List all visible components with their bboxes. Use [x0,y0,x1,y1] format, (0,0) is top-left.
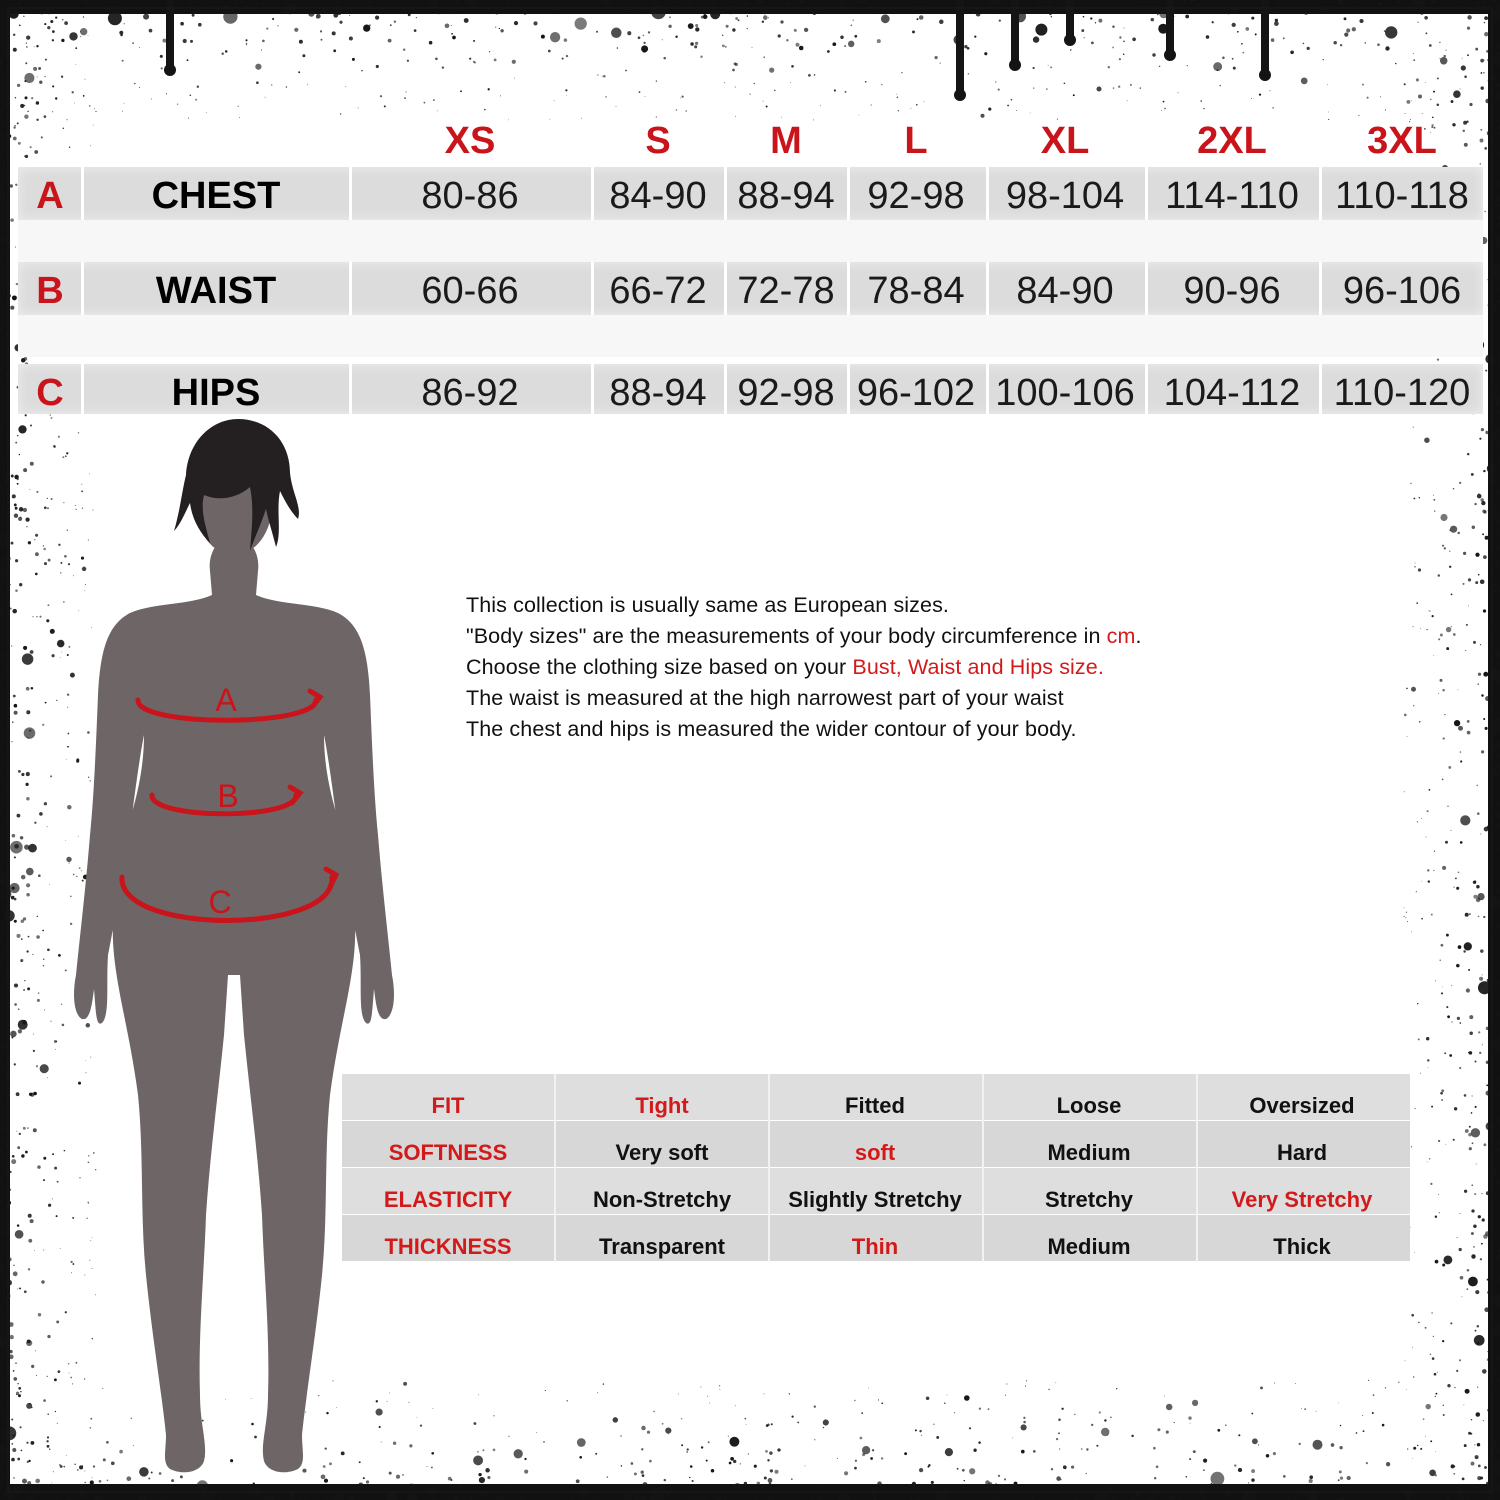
softness-option: Very soft [615,1140,709,1165]
hips-row [18,364,1483,414]
chest-s: 84-90 [609,175,707,217]
size-header-xl: XL [1040,120,1090,162]
marker-c: C [208,884,232,920]
size-header-m: M [770,120,802,162]
waist-label: WAIST [155,270,277,312]
size-header-2xl: 2XL [1197,120,1267,162]
softness-option: soft [854,1140,896,1165]
measurement-notes [466,590,1366,745]
hips-2xl: 104-112 [1163,372,1301,414]
chest-row [18,167,1483,220]
hips-letter: C [36,372,64,414]
waist-3xl: 96-106 [1342,270,1462,312]
row-spacer [18,220,1483,262]
hips-xl: 100-106 [995,372,1135,414]
marker-b: B [217,778,239,814]
body-silhouette-figure [40,415,440,1485]
body-silhouette [74,535,394,1472]
note-line-2: "Body sizes" are the measurements of your body circumference in cm. [466,624,1142,648]
note-line-1: This collection is usually same as European sizes. [466,593,949,617]
fit-row [342,1074,1410,1120]
hips-m: 92-98 [737,372,835,414]
size-header-row [18,120,1483,170]
chest-xl: 98-104 [1005,175,1125,217]
thickness-label: THICKNESS [384,1234,512,1259]
hips-s: 88-94 [609,372,707,414]
chest-m: 88-94 [737,175,835,217]
softness-option: Medium [1047,1140,1131,1165]
hips-l: 96-102 [856,372,976,414]
waist-l: 78-84 [867,270,965,312]
row-spacer [18,315,1483,357]
thickness-option: Medium [1047,1234,1131,1259]
chest-letter: A [36,175,64,217]
hips-label: HIPS [171,372,261,414]
thickness-option: Transparent [599,1234,725,1259]
elasticity-option: Non-Stretchy [592,1187,732,1212]
softness-row [342,1121,1410,1167]
size-header-s: S [645,120,671,162]
size-header-xs: XS [444,120,496,162]
softness-label: SOFTNESS [388,1140,508,1165]
softness-option: Hard [1276,1140,1328,1165]
hips-3xl: 110-120 [1333,372,1471,414]
fit-option: Fitted [845,1093,905,1118]
chest-l: 92-98 [867,175,965,217]
marker-a: A [215,682,237,718]
chest-2xl: 114-110 [1165,175,1299,217]
measure-highlight: Bust, Waist and Hips size. [852,655,1104,679]
waist-2xl: 90-96 [1183,270,1281,312]
waist-xl: 84-90 [1016,270,1114,312]
thickness-row [342,1215,1410,1261]
chest-xs: 80-86 [421,175,519,217]
fit-option: Tight [635,1093,689,1118]
elasticity-option: Slightly Stretchy [788,1187,962,1212]
elasticity-option: Stretchy [1044,1187,1134,1212]
elasticity-label: ELASTICITY [383,1187,513,1212]
waist-xs: 60-66 [421,270,519,312]
fit-label: FIT [431,1093,465,1118]
hips-xs: 86-92 [421,372,519,414]
size-header-l: L [904,120,928,162]
fit-option: Oversized [1249,1093,1355,1118]
note-line-4: The waist is measured at the high narrowest part of your waist [466,686,1064,710]
waist-row [18,262,1483,315]
thickness-option: Thick [1273,1234,1331,1259]
unit-highlight: cm [1106,624,1136,648]
waist-letter: B [36,270,64,312]
waist-s: 66-72 [609,270,707,312]
elasticity-option: Very Stretchy [1231,1187,1373,1212]
chest-label: CHEST [151,175,281,217]
thickness-option: Thin [851,1234,899,1259]
note-line-3: Choose the clothing size based on your Bust, Waist and Hips size. [466,655,1104,679]
fit-option: Loose [1056,1093,1122,1118]
waist-m: 72-78 [737,270,835,312]
note-line-5: The chest and hips is measured the wider contour of your body. [466,717,1077,741]
chest-3xl: 110-118 [1335,175,1469,217]
size-header-3xl: 3XL [1367,120,1437,162]
elasticity-row [342,1168,1410,1214]
